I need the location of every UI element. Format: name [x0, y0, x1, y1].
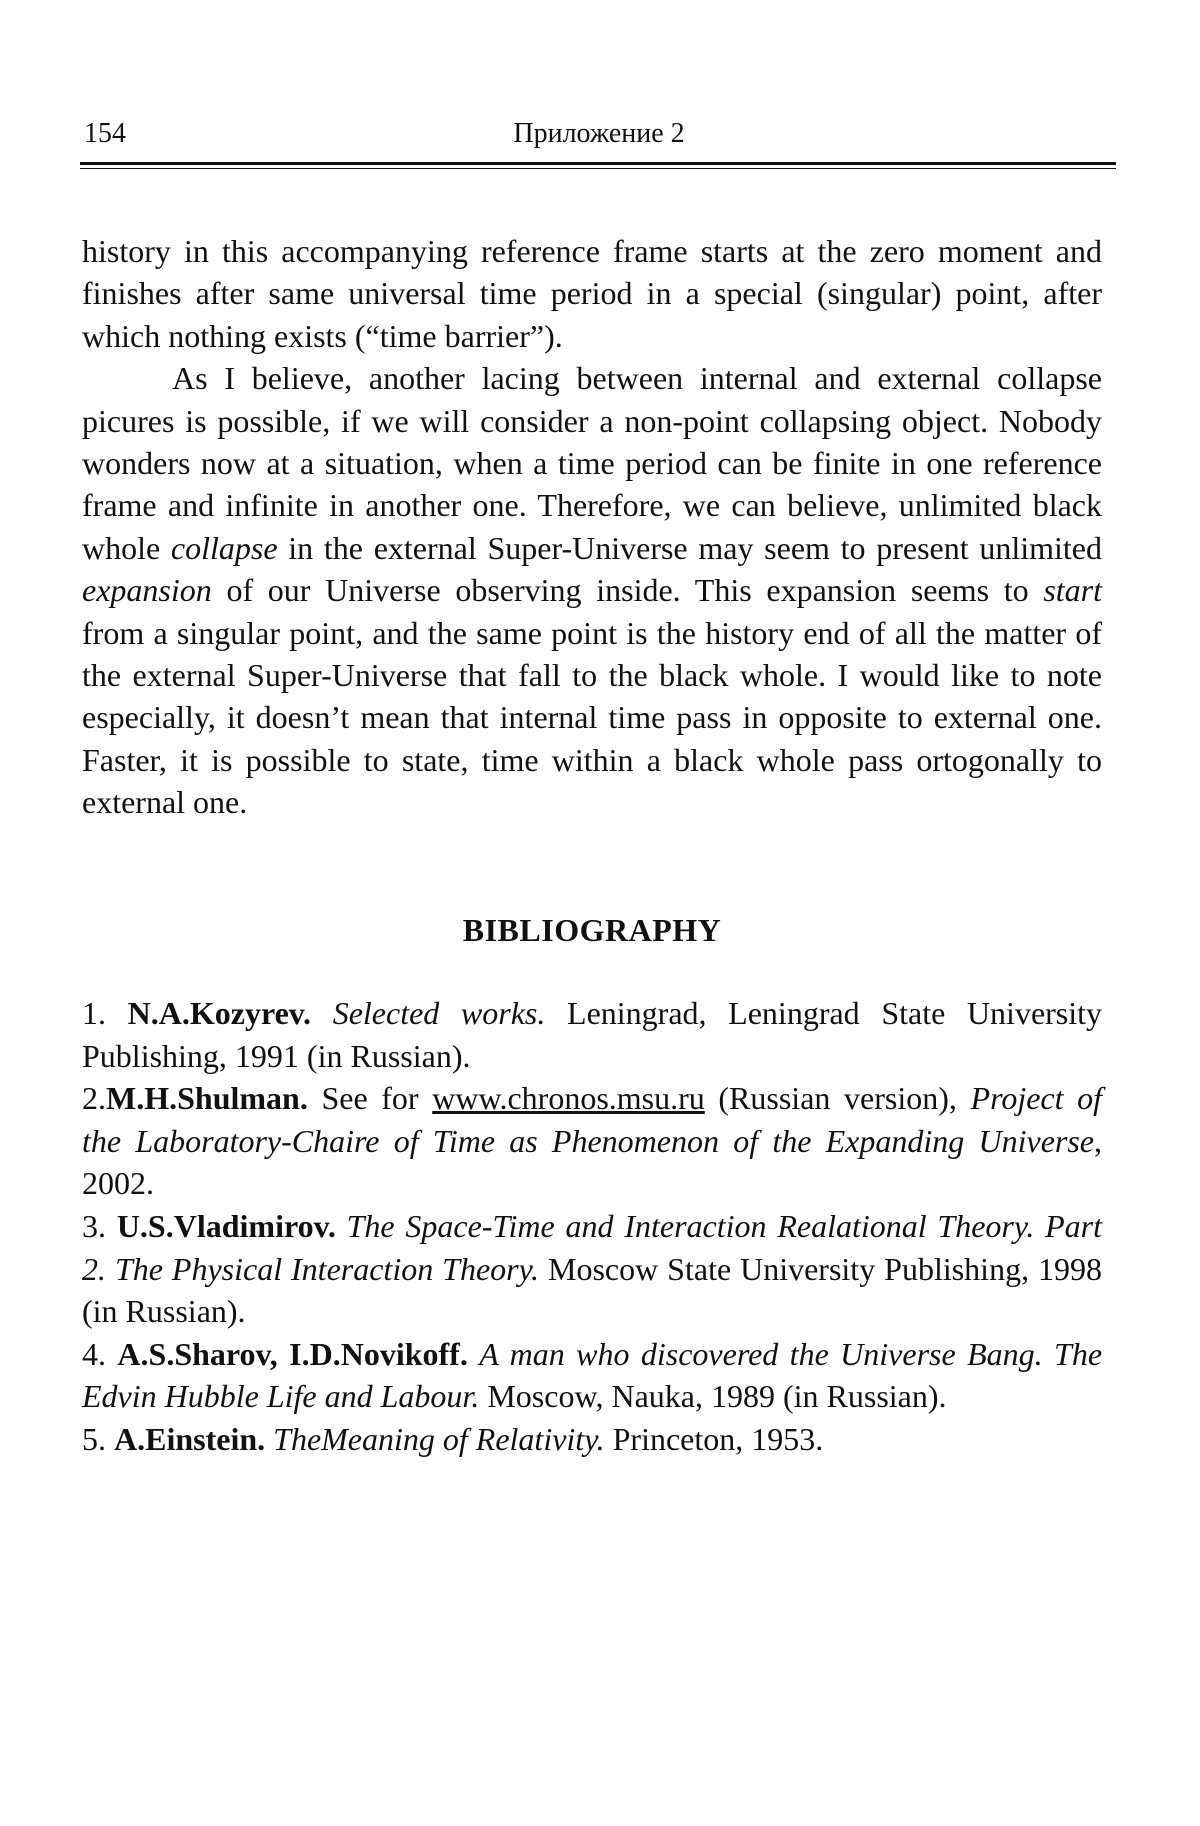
paragraph-2-text-4: from a singular point, and the same point is the history end of all the matter of the external Super-Universe that fall to the black whole. I would like to note especially, it doesn’t mean that internal time pass in opposite to external one. Faster, it is possible to state, time within a black whole pass ortogonally to external one. — [82, 614, 1102, 821]
paragraph-2-text-3: of our Universe observing inside. This expansion seems to — [211, 572, 1044, 609]
bib-rest: Princeton, 1953. — [604, 1420, 824, 1457]
bib-author: M.H.Shulman. — [106, 1080, 308, 1117]
bib-item-4 — [82, 1333, 1102, 1418]
header-rule-thin — [80, 168, 1116, 169]
bib-author: U.S.Vladimirov. — [116, 1207, 336, 1244]
bib-number: 2. — [82, 1080, 106, 1117]
bib-number: 1. — [82, 995, 128, 1031]
bib-title: Project of the Laboratory-Chaire of Time as Phenomenon of the Expanding Universe — [82, 1080, 1103, 1159]
paragraph-1: history in this accompanying reference frame starts at the zero moment and finishes after same universal time period in a special (singular) point, after which nothing exists (“time barrier”). — [82, 233, 1102, 354]
page-header — [84, 118, 1114, 158]
bib-pre-url: See for — [307, 1080, 433, 1117]
page-number: 154 — [84, 118, 126, 149]
italic-start: start — [1043, 572, 1102, 609]
italic-collapse: collapse — [170, 529, 278, 566]
bib-rest: Moscow State University Publishing, 1998 (in Russian). — [82, 1250, 1103, 1330]
bibliography-heading: BIBLIOGRAPHY — [462, 912, 722, 948]
bib-number: 5. — [82, 1420, 114, 1457]
bib-url-link[interactable]: www.chronos.msu.ru — [432, 1080, 705, 1117]
bib-number: 4. — [82, 1335, 118, 1372]
bib-rest: Moscow, Nauka, 1989 (in Russian). — [479, 1378, 947, 1415]
paragraph-2-text-2: in the external Super-Universe may seem to present unlimited — [277, 529, 1103, 566]
body-text — [82, 230, 1102, 824]
paragraph-2-text-1: As I believe, another lacing between internal and external collapse picures is possible, if we will consider a non-point collapsing object. Nobody wonders now at a situation, when a time period can be finite in one reference frame and infinite in another one. Therefore, we can believe, unlimited black whole — [82, 360, 1102, 566]
bib-item-2 — [82, 1077, 1102, 1205]
bib-title: A man who discovered the Universe Bang. The Edvin Hubble Life and Labour. — [82, 1335, 1103, 1415]
bib-author: A.Einstein. — [114, 1420, 266, 1457]
bib-title: TheMeaning of Relativity. — [273, 1420, 605, 1457]
bib-author: A.S.Sharov, I.D.Novikoff. — [117, 1335, 468, 1372]
bib-rest: Leningrad, Leningrad State University Publishing, 1991 (in Russian). — [82, 995, 1103, 1074]
bib-item-3 — [82, 1205, 1102, 1333]
running-head: Приложение 2 — [513, 118, 685, 149]
bib-item-1 — [82, 992, 1102, 1077]
italic-expansion: expansion — [82, 572, 212, 609]
bib-title: The Space-Time and Interaction Realational Theory. Part 2. The Physical Interaction Theory. — [82, 1207, 1103, 1287]
bib-item-5 — [82, 1418, 1102, 1461]
bib-post-url: (Russian version), — [704, 1080, 971, 1117]
bibliography-list — [82, 992, 1102, 1461]
paragraph-2 — [82, 357, 1102, 823]
bib-title: Selected works. — [332, 995, 546, 1031]
bib-number: 3. — [82, 1207, 117, 1244]
header-rule — [80, 162, 1116, 165]
bib-rest: , 2002. — [82, 1122, 1102, 1202]
bib-author: N.A.Kozyrev. — [127, 995, 312, 1031]
